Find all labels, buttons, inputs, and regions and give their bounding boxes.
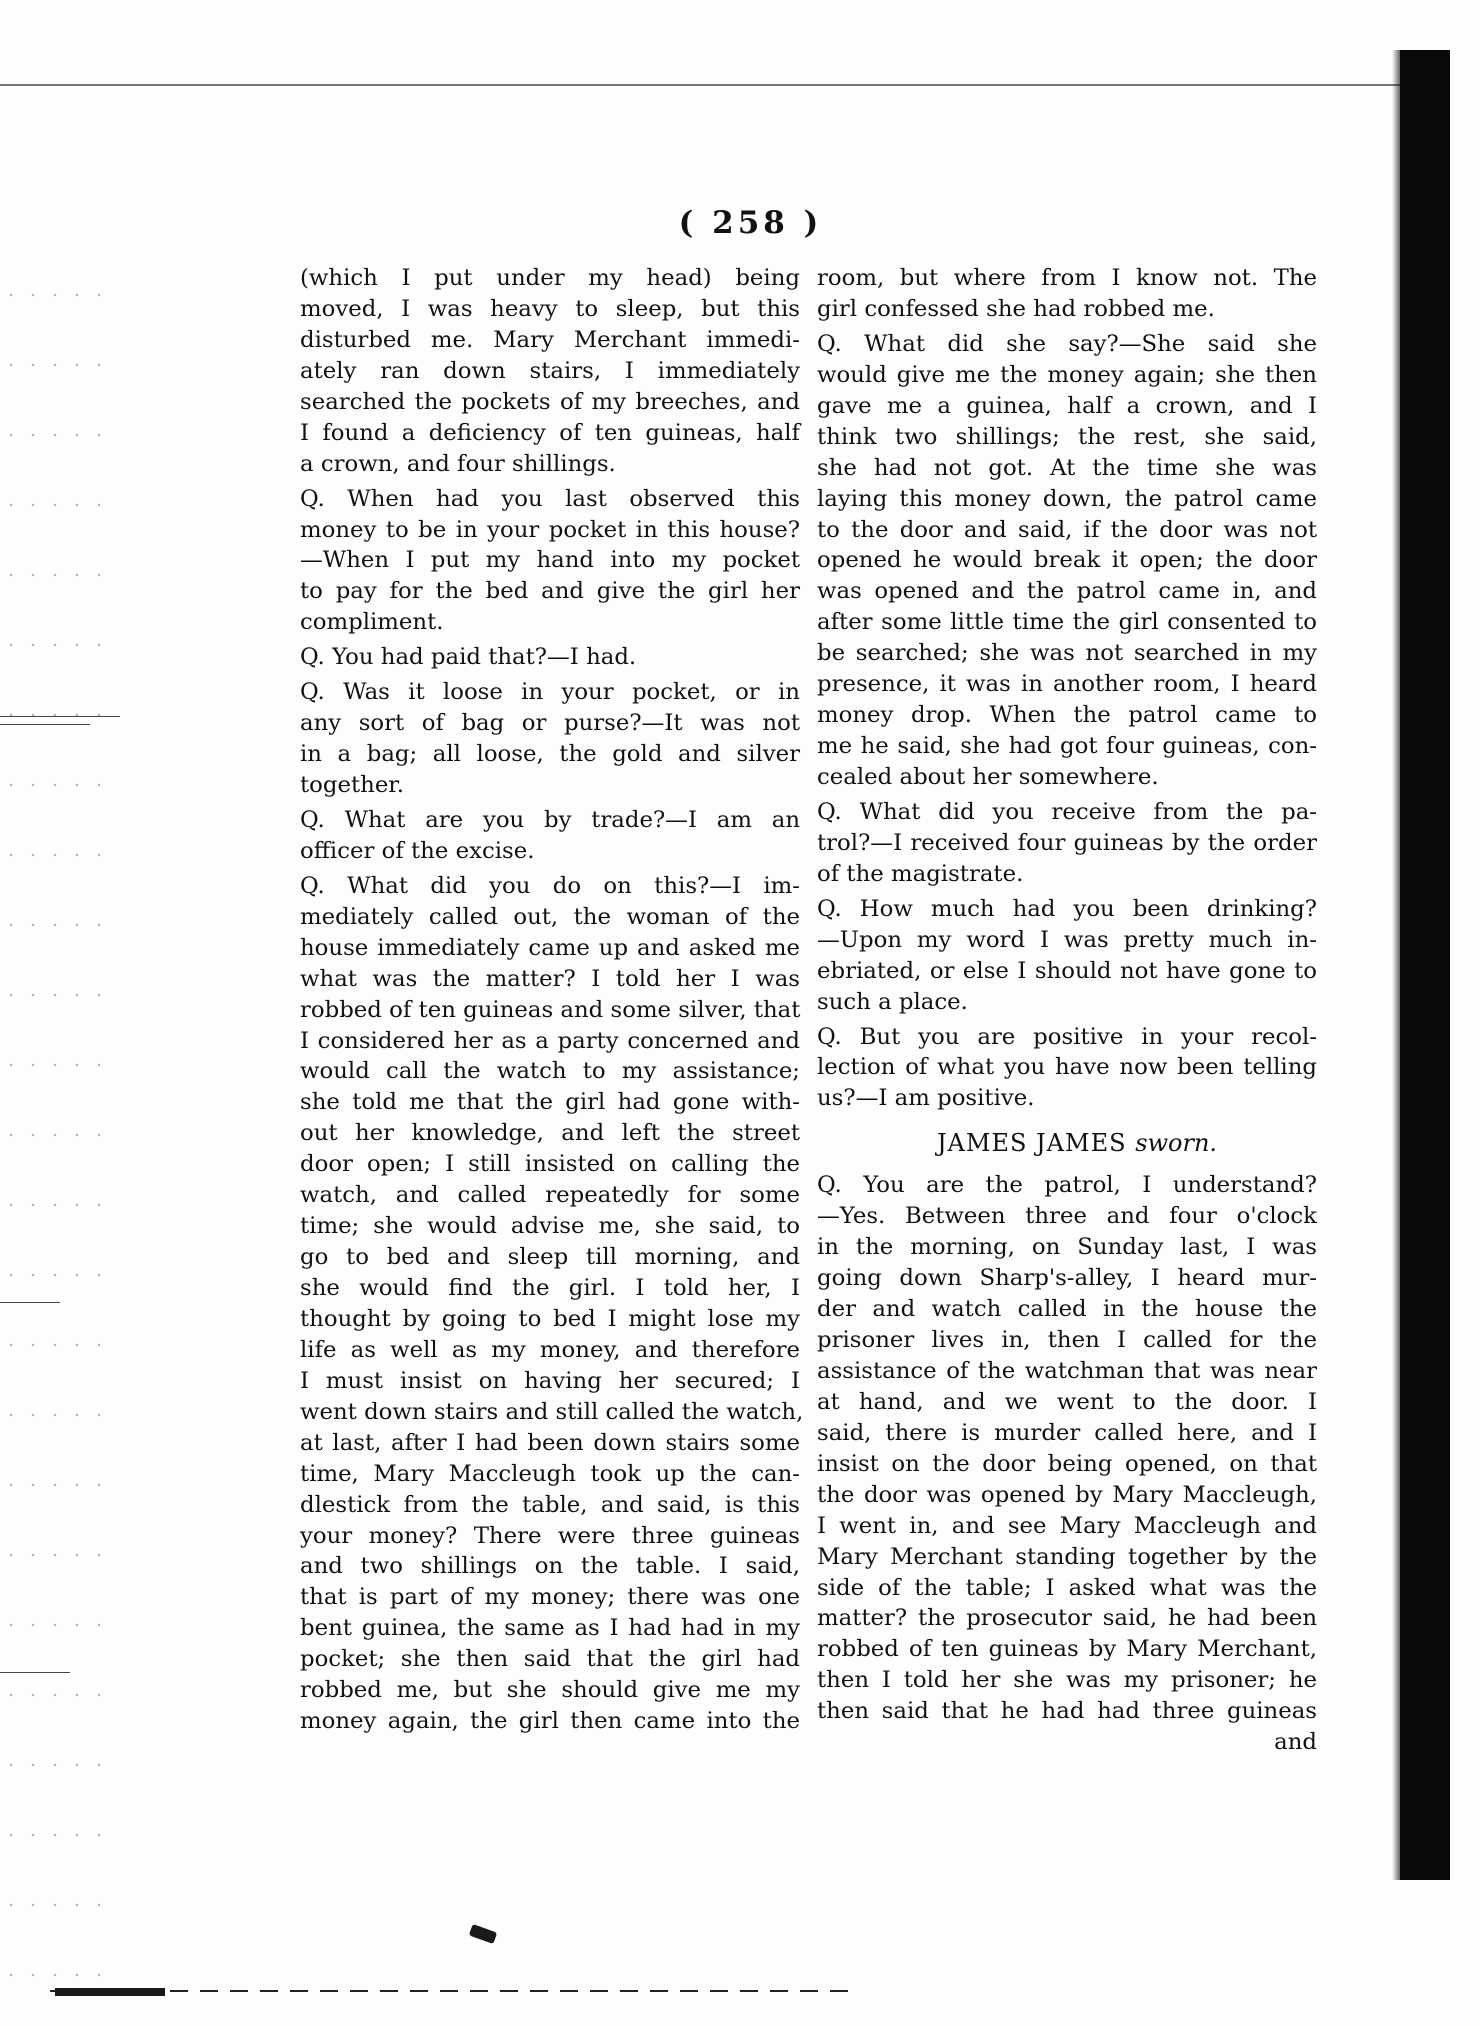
text-line: door open; I still insisted on calling the	[300, 1151, 800, 1178]
text-line: to pay for the bed and give the girl her	[300, 578, 800, 605]
text-line: compliment.	[300, 609, 444, 636]
margin-rule	[0, 716, 120, 717]
margin-specks	[0, 260, 100, 2000]
text-line: house immediately came up and asked me	[300, 934, 800, 961]
scan-bottom-edge	[50, 1990, 850, 1992]
text-line: der and watch called in the house the	[817, 1296, 1317, 1323]
text-line: opened he would break it open; the door	[817, 547, 1317, 574]
text-line: —Yes. Between three and four o'clock	[817, 1203, 1317, 1230]
text-line: laying this money down, the patrol came	[817, 485, 1317, 512]
text-line: us?—I am positive.	[817, 1085, 1035, 1112]
text-line: robbed of ten guineas by Mary Merchant,	[817, 1636, 1317, 1663]
text-line: what was the matter? I told her I was	[300, 965, 800, 992]
text-line: Q. What did you do on this?—I im-	[300, 872, 800, 899]
text-line: —When I put my hand into my pocket	[300, 547, 800, 574]
text-line: after some little time the girl consented to	[817, 609, 1317, 636]
text-line: money again, the girl then came into the	[300, 1708, 800, 1735]
text-line: Mary Merchant standing together by the	[817, 1543, 1317, 1570]
text-line: girl confessed she had robbed me.	[817, 295, 1215, 322]
text-line: then said that he had had three guineas	[817, 1698, 1317, 1725]
margin-rule	[0, 1302, 60, 1303]
witness-name: JAMES JAMES	[936, 1129, 1127, 1158]
text-line: robbed me, but she should give me my	[300, 1677, 800, 1704]
text-line: any sort of bag or purse?—It was not	[300, 710, 800, 737]
text-line: trol?—I received four guineas by the order	[817, 829, 1317, 856]
text-line: money to be in your pocket in this house?	[300, 516, 800, 543]
text-line: room, but where from I know not. The	[817, 265, 1317, 291]
text-line: —Upon my word I was pretty much in-	[817, 926, 1317, 953]
text-line: Q. But you are positive in your recol-	[817, 1023, 1317, 1050]
text-line: would call the watch to my assistance;	[300, 1058, 800, 1085]
text-line: went down stairs and still called the watch,	[300, 1398, 804, 1425]
text-line: robbed of ten guineas and some silver, that	[300, 996, 801, 1023]
margin-rule	[0, 1672, 70, 1673]
text-line: going down Sharp's-alley, I heard mur-	[817, 1265, 1317, 1292]
right-column	[817, 263, 1317, 1758]
text-line: Q. What are you by trade?—I am an	[300, 806, 800, 833]
text-line: said, there is murder called here, and I	[817, 1419, 1317, 1446]
text-line: me he said, she had got four guineas, con-	[817, 733, 1317, 760]
text-line: together.	[300, 772, 404, 798]
left-column	[300, 263, 804, 1737]
text-line: Q. When had you last observed this	[300, 485, 800, 512]
text-line: bent guinea, the same as I had had in my	[300, 1615, 800, 1642]
text-line: I went in, and see Mary Maccleugh and	[817, 1512, 1317, 1539]
text-line: at hand, and we went to the door. I	[817, 1388, 1317, 1415]
text-line: I found a deficiency of ten guineas, half	[300, 419, 800, 446]
text-line: be searched; she was not searched in my	[817, 640, 1317, 667]
text-line: the door was opened by Mary Maccleugh,	[817, 1481, 1317, 1508]
text-line: in the morning, on Sunday last, I was	[817, 1234, 1317, 1261]
text-line: think two shillings; the rest, she said,	[817, 423, 1317, 450]
text-line: searched the pockets of my breeches, and	[300, 388, 800, 415]
text-line: and two shillings on the table. I said,	[300, 1553, 800, 1580]
text-line: such a place.	[817, 988, 968, 1015]
text-line: side of the table; I asked what was the	[817, 1574, 1317, 1601]
text-line: watch, and called repeatedly for some	[300, 1182, 800, 1209]
text-line: she would find the girl. I told her, I	[300, 1275, 800, 1301]
text-line: prisoner lives in, then I called for the	[817, 1327, 1317, 1353]
text-line: time; she would advise me, she said, to	[300, 1213, 800, 1240]
text-line: Q. What did you receive from the pa-	[817, 798, 1317, 825]
text-line: of the magistrate.	[817, 860, 1024, 887]
text-line: Q. How much had you been drinking?	[817, 895, 1317, 922]
text-line: I considered her as a party concerned and	[300, 1027, 800, 1054]
page-number: ( 258 )	[678, 205, 823, 241]
text-line: would give me the money again; she then	[817, 361, 1317, 388]
ink-blot	[469, 1924, 498, 1944]
witness-heading	[817, 1128, 1317, 1160]
text-line: pocket; she then said that the girl had	[300, 1646, 800, 1673]
book-binding-shadow	[1400, 50, 1450, 1880]
text-line: Q. What did she say?—She said she	[817, 330, 1317, 357]
scan-top-edge	[0, 84, 1400, 86]
text-line: ately ran down stairs, I immediately	[300, 357, 800, 384]
text-line: officer of the excise.	[300, 837, 535, 864]
text-line: Q. You had paid that?—I had.	[300, 644, 637, 671]
text-line: money drop. When the patrol came to	[817, 702, 1317, 729]
text-line: Q. You are the patrol, I understand?	[817, 1172, 1317, 1199]
text-line: thought by going to bed I might lose my	[300, 1305, 800, 1332]
text-line: Q. Was it loose in your pocket, or in	[300, 679, 800, 706]
text-line: at last, after I had been down stairs some	[300, 1429, 800, 1456]
text-line: your money? There were three guineas	[300, 1522, 800, 1549]
scan-bottom-mark	[55, 1988, 165, 1996]
text-line: out her knowledge, and left the street	[300, 1120, 800, 1147]
witness-status: sworn.	[1135, 1129, 1218, 1158]
catchword: and	[1274, 1729, 1317, 1756]
text-line: to the door and said, if the door was not	[817, 516, 1317, 543]
text-line: ebriated, or else I should not have gone to	[817, 957, 1317, 984]
text-line: go to bed and sleep till morning, and	[300, 1244, 800, 1271]
text-line: she had not got. At the time she was	[817, 454, 1317, 481]
text-line: that is part of my money; there was one	[300, 1584, 800, 1611]
text-line: in a bag; all loose, the gold and silver	[300, 741, 800, 768]
text-line: (which I put under my head) being	[300, 265, 800, 291]
text-line: presence, it was in another room, I heard	[817, 671, 1317, 698]
text-line: a crown, and four shillings.	[300, 450, 616, 477]
text-line: she told me that the girl had gone with-	[300, 1089, 800, 1116]
text-line: cealed about her somewhere.	[817, 764, 1159, 790]
text-line: I must insist on having her secured; I	[300, 1367, 800, 1394]
text-line: life as well as my money, and therefore	[300, 1336, 800, 1363]
text-line: lection of what you have now been telling	[817, 1054, 1317, 1081]
text-line: insist on the door being opened, on that	[817, 1450, 1317, 1477]
text-line: dlestick from the table, and said, is this	[300, 1491, 800, 1518]
text-line: moved, I was heavy to sleep, but this	[300, 295, 800, 322]
text-line: then I told her she was my prisoner; he	[817, 1667, 1317, 1694]
text-line: was opened and the patrol came in, and	[817, 578, 1317, 605]
text-line: disturbed me. Mary Merchant immedi-	[300, 326, 800, 353]
text-line: mediately called out, the woman of the	[300, 903, 800, 930]
text-line: matter? the prosecutor said, he had been	[817, 1605, 1317, 1632]
text-line: time, Mary Maccleugh took up the can-	[300, 1460, 800, 1487]
text-line: assistance of the watchman that was near	[817, 1357, 1317, 1384]
text-line: gave me a guinea, half a crown, and I	[817, 392, 1317, 419]
margin-rule	[0, 724, 90, 725]
